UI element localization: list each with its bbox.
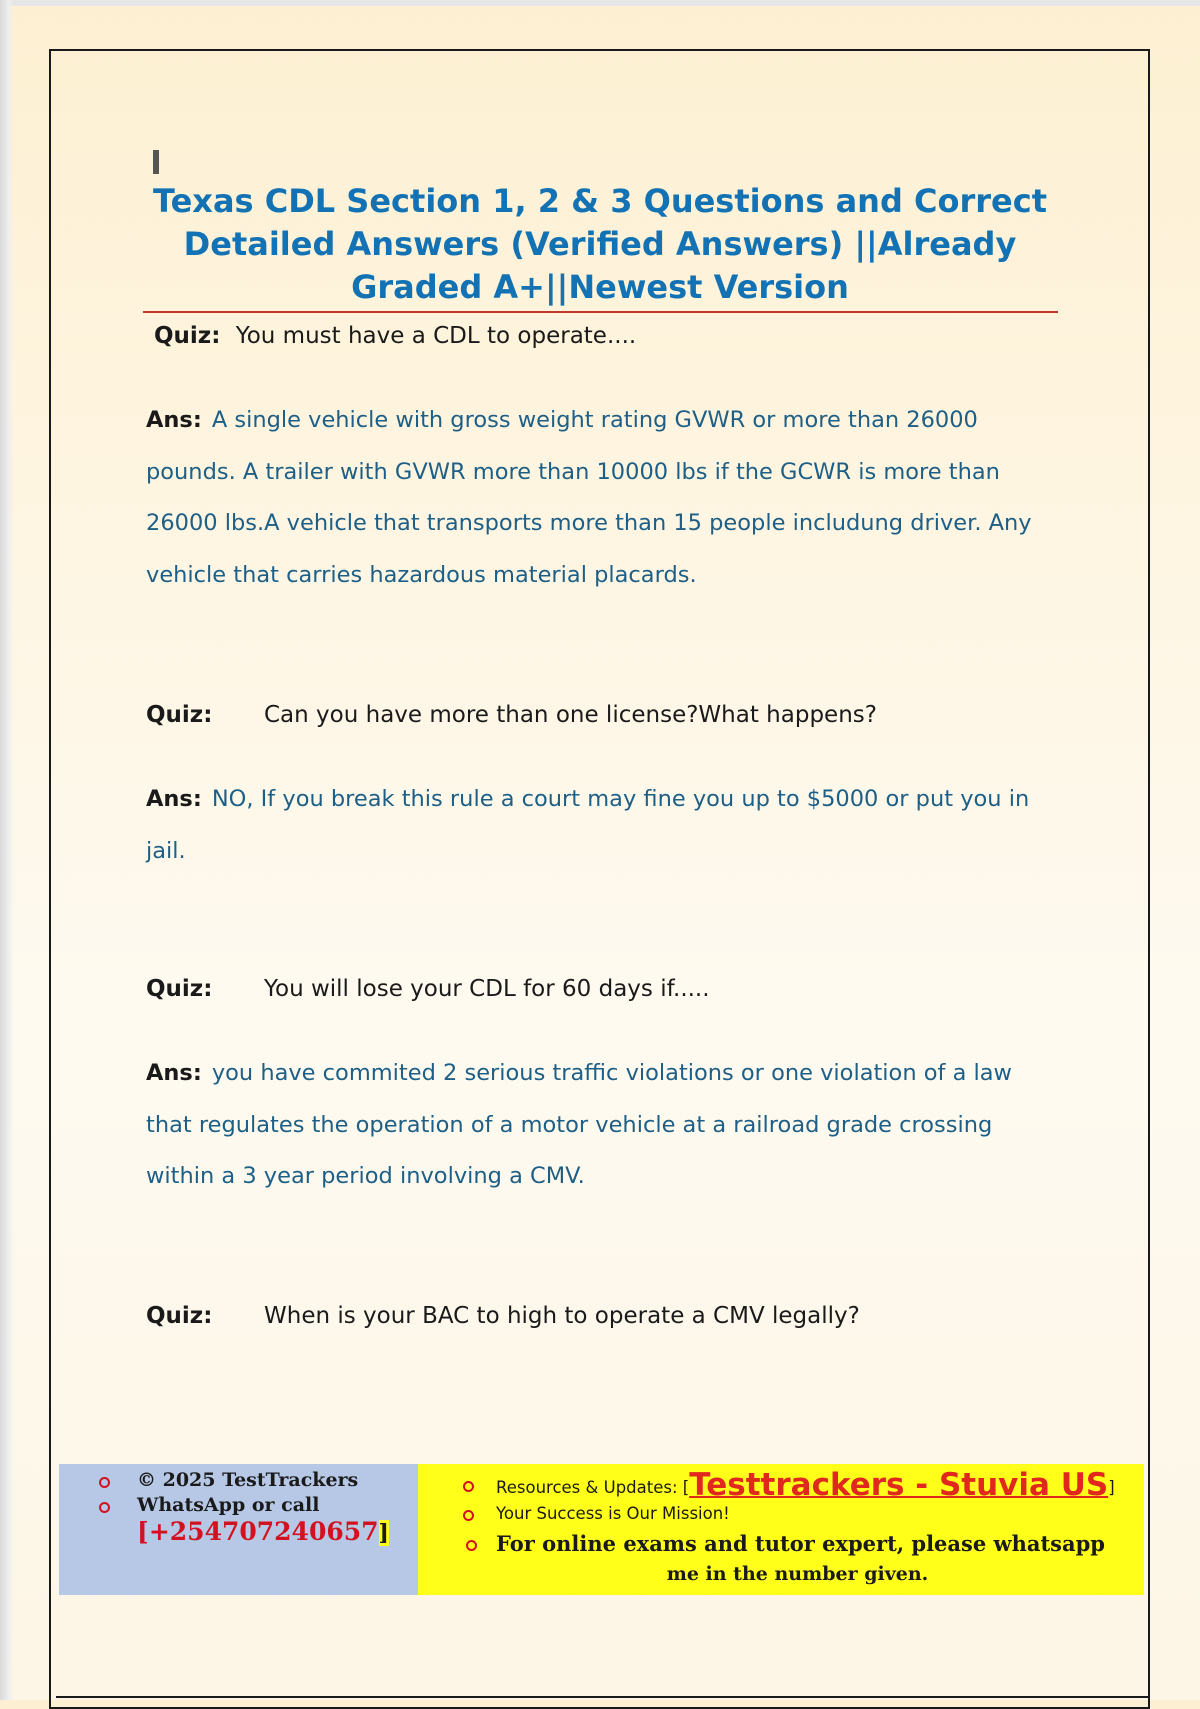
quiz-label: Quiz: (146, 702, 213, 728)
window-left-edge (0, 0, 14, 1700)
answer-text: you have commited 2 serious traffic violations or one violation of a law that regulates the operation of a motor vehicle at a railroad grade crossing within a 3 year period involving a CMV. (146, 1060, 1012, 1189)
question-text: You must have a CDL to operate.... (235, 323, 637, 349)
circle-bullet-icon (463, 1481, 474, 1492)
document-title (140, 180, 1060, 309)
quiz-label: Quiz: (146, 1303, 213, 1329)
circle-bullet-icon (99, 1502, 110, 1513)
copyright-line: © 2025 TestTrackers (99, 1468, 418, 1493)
footer-contact-panel (59, 1464, 418, 1595)
quiz-label: Quiz: (146, 976, 213, 1002)
qa-item-2 (146, 700, 1056, 877)
expert-line-continued: me in the number given. (666, 1563, 929, 1585)
text-cursor (153, 150, 159, 174)
stuvia-brand-link[interactable]: Testtrackers - Stuvia US (689, 1467, 1109, 1503)
title-underline (143, 311, 1058, 313)
title-line-1: Texas CDL Section 1, 2 & 3 Questions and Correct (153, 182, 1047, 220)
title-line-2: Detailed Answers (Verified Answers) ||Already (183, 225, 1017, 263)
page-bottom-rule (56, 1696, 1150, 1698)
footer-promo-panel (418, 1464, 1144, 1595)
circle-bullet-icon (463, 1510, 474, 1521)
ans-label: Ans: (146, 1060, 202, 1086)
circle-bullet-icon (466, 1540, 477, 1551)
question-text: Can you have more than one license?What happens? (264, 702, 877, 728)
resources-line: Resources & Updates: [Testtrackers - Stuvia US] (463, 1472, 1132, 1501)
question-line (146, 321, 1056, 351)
ans-label: Ans: (146, 407, 202, 433)
footer-banner (59, 1464, 1144, 1595)
answer-text: A single vehicle with gross weight rating GVWR or more than 26000 pounds. A trailer with GVWR more than 10000 lbs if the GCWR is more than 26000 lbs.A vehicle that transports more than 15 people includung driver. Any vehicle that carries hazardous material placards. (146, 407, 1032, 588)
phone-number[interactable]: [+254707240657] (137, 1517, 389, 1546)
answer-text: NO, If you break this rule a court may fine you up to $5000 or put you in jail. (146, 786, 1030, 864)
qa-item-4 (146, 1301, 1056, 1331)
circle-bullet-icon (99, 1477, 110, 1488)
answer-block (146, 774, 1056, 877)
question-text: You will lose your CDL for 60 days if..... (264, 976, 710, 1002)
contact-line: WhatsApp or call (99, 1493, 418, 1518)
question-text: When is your BAC to high to operate a CMV legally? (264, 1303, 860, 1329)
qa-item-3 (146, 974, 1056, 1203)
mission-line: Your Success is Our Mission! (463, 1501, 1132, 1527)
title-line-3: Graded A+||Newest Version (351, 268, 849, 306)
question-line (146, 700, 1056, 730)
qa-item-1 (146, 321, 1056, 601)
ans-label: Ans: (146, 786, 202, 812)
question-line (146, 1301, 1056, 1331)
expert-line: For online exams and tutor expert, please whatsapp (463, 1527, 1132, 1560)
quiz-label: Quiz: (154, 323, 221, 349)
answer-block (146, 395, 1056, 601)
window-top-edge (0, 0, 1200, 6)
answer-block (146, 1048, 1056, 1203)
question-line (146, 974, 1056, 1004)
